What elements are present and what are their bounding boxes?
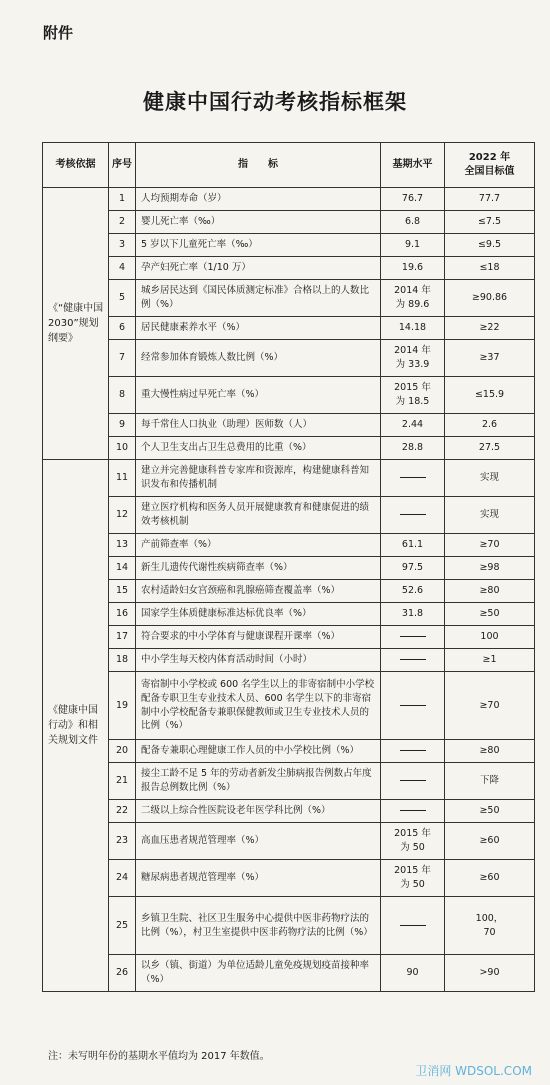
indicator-text: 符合要求的中小学体育与健康课程开课率（%） <box>136 626 381 649</box>
empty-dash <box>400 659 426 660</box>
row-number: 12 <box>109 497 136 534</box>
table-row <box>43 534 535 557</box>
header-target: 2022 年 全国目标值 <box>445 143 535 188</box>
watermark: 卫消网 WDSOL.COM <box>415 1064 532 1078</box>
target-value: ≤9.5 <box>445 234 535 257</box>
row-number: 24 <box>109 860 136 897</box>
base-value <box>381 649 445 672</box>
table-header-row <box>43 143 535 188</box>
indicator-text: 孕产妇死亡率（1/10 万） <box>136 257 381 280</box>
table-row <box>43 763 535 800</box>
base-value: 90 <box>381 955 445 992</box>
table-row <box>43 823 535 860</box>
target-value: ≥50 <box>445 603 535 626</box>
base-value: 2014 年 为 89.6 <box>381 280 445 317</box>
row-number: 22 <box>109 800 136 823</box>
indicator-text: 建立医疗机构和医务人员开展健康教育和健康促进的绩效考核机制 <box>136 497 381 534</box>
attachment-label: 附件 <box>43 24 74 42</box>
row-number: 11 <box>109 460 136 497</box>
target-value: ≥1 <box>445 649 535 672</box>
base-value: 31.8 <box>381 603 445 626</box>
base-value <box>381 626 445 649</box>
indicator-text: 个人卫生支出占卫生总费用的比重（%） <box>136 437 381 460</box>
page-title: 健康中国行动考核指标框架 <box>143 90 407 114</box>
indicator-text: 产前筛查率（%） <box>136 534 381 557</box>
indicator-table <box>42 142 535 992</box>
row-number: 2 <box>109 211 136 234</box>
base-value: 2015 年 为 50 <box>381 860 445 897</box>
indicator-text: 重大慢性病过早死亡率（%） <box>136 377 381 414</box>
table-row <box>43 672 535 740</box>
target-value: 实现 <box>445 460 535 497</box>
target-value: ≥60 <box>445 860 535 897</box>
target-value: ≥37 <box>445 340 535 377</box>
table-row <box>43 603 535 626</box>
indicator-text: 国家学生体质健康标准达标优良率（%） <box>136 603 381 626</box>
empty-dash <box>400 780 426 781</box>
indicator-text: 婴儿死亡率（‰） <box>136 211 381 234</box>
table-row <box>43 437 535 460</box>
basis-cell: 《“健康中国2030”规划纲要》 <box>43 188 109 460</box>
target-value: 2.6 <box>445 414 535 437</box>
table-row <box>43 955 535 992</box>
indicator-text: 二级以上综合性医院设老年医学科比例（%） <box>136 800 381 823</box>
row-number: 7 <box>109 340 136 377</box>
base-value <box>381 897 445 955</box>
base-value <box>381 672 445 740</box>
base-value: 76.7 <box>381 188 445 211</box>
target-value: ≥22 <box>445 317 535 340</box>
table-row <box>43 626 535 649</box>
base-value <box>381 740 445 763</box>
indicator-text: 5 岁以下儿童死亡率（‰） <box>136 234 381 257</box>
row-number: 16 <box>109 603 136 626</box>
empty-dash <box>400 477 426 478</box>
indicator-text: 乡镇卫生院、社区卫生服务中心提供中医非药物疗法的比例（%），村卫生室提供中医非药物疗法的比例（%） <box>136 897 381 955</box>
target-value: 100 <box>445 626 535 649</box>
row-number: 26 <box>109 955 136 992</box>
base-value: 19.6 <box>381 257 445 280</box>
target-value: ≤7.5 <box>445 211 535 234</box>
target-value: 27.5 <box>445 437 535 460</box>
row-number: 10 <box>109 437 136 460</box>
base-value: 2.44 <box>381 414 445 437</box>
base-value <box>381 763 445 800</box>
target-value: >90 <box>445 955 535 992</box>
row-number: 13 <box>109 534 136 557</box>
indicator-text: 接尘工龄不足 5 年的劳动者新发尘肺病报告例数占年度报告总例数比例（%） <box>136 763 381 800</box>
table-row <box>43 317 535 340</box>
base-value: 6.8 <box>381 211 445 234</box>
row-number: 8 <box>109 377 136 414</box>
table-row <box>43 897 535 955</box>
basis-cell: 《健康中国行动》和相关规划文件 <box>43 460 109 992</box>
target-value: ≥90.86 <box>445 280 535 317</box>
indicator-text: 糖尿病患者规范管理率（%） <box>136 860 381 897</box>
empty-dash <box>400 705 426 706</box>
target-value: ≥80 <box>445 580 535 603</box>
indicator-text: 建立并完善健康科普专家库和资源库，构建健康科普知识发布和传播机制 <box>136 460 381 497</box>
row-number: 14 <box>109 557 136 580</box>
base-value: 61.1 <box>381 534 445 557</box>
table-row <box>43 580 535 603</box>
base-value <box>381 460 445 497</box>
target-value: ≥80 <box>445 740 535 763</box>
row-number: 5 <box>109 280 136 317</box>
header-base: 基期水平 <box>381 143 445 188</box>
row-number: 20 <box>109 740 136 763</box>
base-value: 9.1 <box>381 234 445 257</box>
table-row <box>43 557 535 580</box>
base-value <box>381 800 445 823</box>
table-row <box>43 414 535 437</box>
indicator-text: 中小学生每天校内体育活动时间（小时） <box>136 649 381 672</box>
row-number: 25 <box>109 897 136 955</box>
target-value: ≤18 <box>445 257 535 280</box>
table-row <box>43 377 535 414</box>
base-value: 97.5 <box>381 557 445 580</box>
base-value <box>381 497 445 534</box>
row-number: 1 <box>109 188 136 211</box>
header-basis: 考核依据 <box>43 143 109 188</box>
target-value: 100， 70 <box>445 897 535 955</box>
indicator-text: 人均预期寿命（岁） <box>136 188 381 211</box>
indicator-text: 城乡居民达到《国民体质测定标准》合格以上的人数比例（%） <box>136 280 381 317</box>
base-value: 14.18 <box>381 317 445 340</box>
empty-dash <box>400 925 426 926</box>
base-value: 52.6 <box>381 580 445 603</box>
row-number: 9 <box>109 414 136 437</box>
table-row <box>43 280 535 317</box>
base-value: 2015 年 为 18.5 <box>381 377 445 414</box>
target-value: ≥70 <box>445 534 535 557</box>
empty-dash <box>400 636 426 637</box>
empty-dash <box>400 810 426 811</box>
indicator-text: 居民健康素养水平（%） <box>136 317 381 340</box>
indicator-text: 高血压患者规范管理率（%） <box>136 823 381 860</box>
indicator-text: 寄宿制中小学校或 600 名学生以上的非寄宿制中小学校配备专职卫生专业技术人员、600 名学生以下的非寄宿制中小学校配备专兼职保健教师或卫生专业技术人员的比例（%） <box>136 672 381 740</box>
base-value: 28.8 <box>381 437 445 460</box>
row-number: 21 <box>109 763 136 800</box>
empty-dash <box>400 750 426 751</box>
table-row <box>43 497 535 534</box>
table-row <box>43 234 535 257</box>
row-number: 23 <box>109 823 136 860</box>
table-row <box>43 800 535 823</box>
row-number: 19 <box>109 672 136 740</box>
row-number: 6 <box>109 317 136 340</box>
table-row <box>43 740 535 763</box>
base-value: 2015 年 为 50 <box>381 823 445 860</box>
target-value: 实现 <box>445 497 535 534</box>
target-value: 下降 <box>445 763 535 800</box>
row-number: 17 <box>109 626 136 649</box>
table-row <box>43 188 535 211</box>
table-row <box>43 460 535 497</box>
indicator-text: 配备专兼职心理健康工作人员的中小学校比例（%） <box>136 740 381 763</box>
table-row <box>43 649 535 672</box>
target-value: ≤15.9 <box>445 377 535 414</box>
footnote: 注：未写明年份的基期水平值均为 2017 年数值。 <box>48 1051 270 1062</box>
indicator-text: 经常参加体育锻炼人数比例（%） <box>136 340 381 377</box>
target-value: ≥70 <box>445 672 535 740</box>
target-value: ≥98 <box>445 557 535 580</box>
target-value: 77.7 <box>445 188 535 211</box>
target-value: ≥60 <box>445 823 535 860</box>
row-number: 4 <box>109 257 136 280</box>
base-value: 2014 年 为 33.9 <box>381 340 445 377</box>
table-row <box>43 340 535 377</box>
indicator-text: 农村适龄妇女宫颈癌和乳腺癌筛查覆盖率（%） <box>136 580 381 603</box>
row-number: 18 <box>109 649 136 672</box>
header-indicator: 指 标 <box>136 143 381 188</box>
target-value: ≥50 <box>445 800 535 823</box>
indicator-text: 每千常住人口执业（助理）医师数（人） <box>136 414 381 437</box>
table-row <box>43 211 535 234</box>
row-number: 15 <box>109 580 136 603</box>
empty-dash <box>400 514 426 515</box>
table-row <box>43 257 535 280</box>
header-no: 序号 <box>109 143 136 188</box>
row-number: 3 <box>109 234 136 257</box>
table-row <box>43 860 535 897</box>
indicator-text: 新生儿遗传代谢性疾病筛查率（%） <box>136 557 381 580</box>
indicator-text: 以乡（镇、街道）为单位适龄儿童免疫规划疫苗接种率（%） <box>136 955 381 992</box>
